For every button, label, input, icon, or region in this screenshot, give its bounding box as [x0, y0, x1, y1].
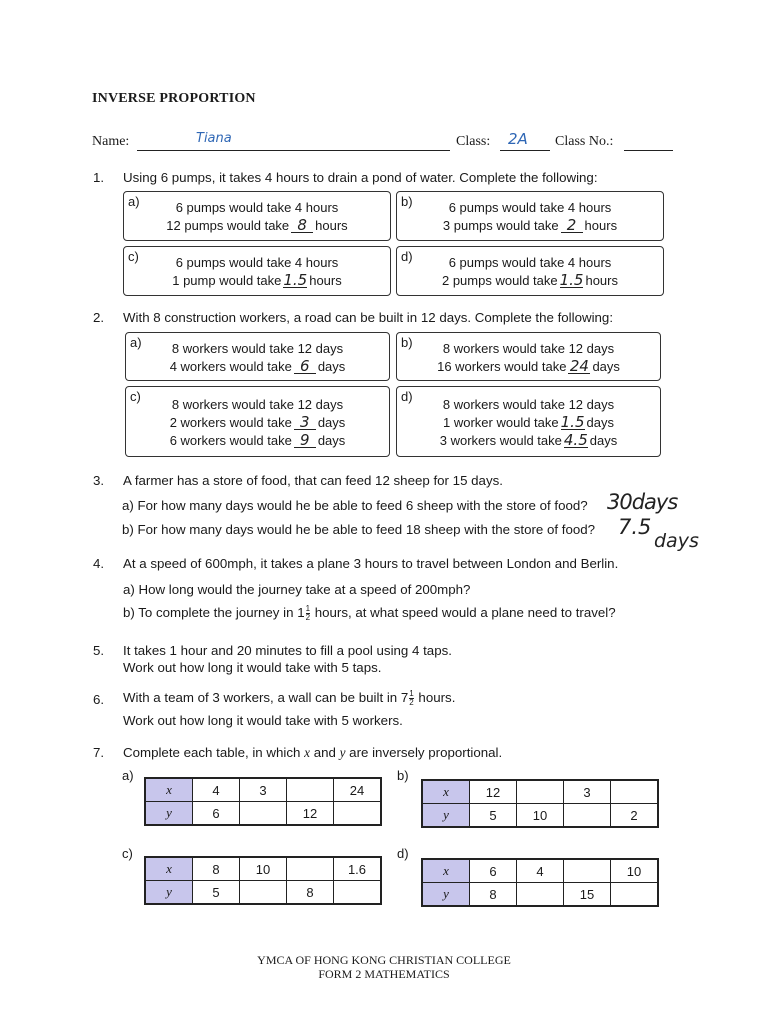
q1-part-a: [123, 191, 391, 241]
table-cell[interactable]: 15: [564, 883, 611, 907]
q1d-line1: 6 pumps would take 4 hours: [448, 255, 612, 270]
q6-line2: Work out how long it would take with 5 workers.: [123, 713, 403, 728]
table-cell[interactable]: [334, 802, 382, 826]
q3b-answer-value[interactable]: 7.5: [618, 515, 652, 539]
q2a-pre: 4 workers would take: [169, 359, 292, 374]
q2d-post3: days: [589, 433, 618, 448]
q7d-label: d): [397, 846, 409, 861]
table-cell[interactable]: 8: [193, 857, 240, 881]
table-cell[interactable]: 6: [470, 859, 517, 883]
q7c-label: c): [122, 846, 133, 861]
table-row: [145, 857, 381, 881]
table-row: [145, 778, 381, 802]
q2c-line2: [126, 415, 389, 430]
table-cell[interactable]: 12: [287, 802, 334, 826]
name-field[interactable]: [137, 136, 450, 151]
q2a-label: a): [130, 335, 142, 350]
table-row: [145, 802, 381, 826]
q4b-pre: b) To complete the journey in 1: [123, 605, 305, 621]
table-cell[interactable]: 10: [517, 804, 564, 828]
q4b-fraction-den: 2: [305, 613, 311, 622]
footer-subject: FORM 2 MATHEMATICS: [318, 967, 450, 981]
q3a-answer[interactable]: 30days: [607, 490, 678, 514]
q6-number: 6.: [93, 692, 105, 707]
q2c-answer2[interactable]: 3: [294, 415, 316, 430]
table-cell[interactable]: 4: [517, 859, 564, 883]
q1d-line2: [397, 273, 663, 288]
q1-number: 1.: [93, 170, 105, 185]
q2c-post3: days: [317, 433, 346, 448]
q6-fraction: [409, 690, 413, 707]
q2c-pre3: 6 workers would take: [169, 433, 292, 448]
q7c-table: [144, 856, 382, 905]
q1a-line1: 6 pumps would take 4 hours: [175, 200, 339, 215]
q7b-x-header: x: [422, 780, 470, 804]
q6-fraction-den: 2: [409, 698, 414, 707]
table-cell[interactable]: 5: [193, 881, 240, 905]
q2a-line1: 8 workers would take 12 days: [171, 341, 344, 356]
q7b-y-header: y: [422, 804, 470, 828]
q3a-text: a) For how many days would he be able to feed 6 sheep with the store of food?: [122, 498, 588, 513]
q3-text: A farmer has a store of food, that can feed 12 sheep for 15 days.: [123, 473, 503, 488]
q2d-label: d): [401, 389, 413, 404]
table-row: [422, 804, 658, 828]
q1c-line2: [124, 273, 390, 288]
q6-post: hours.: [414, 690, 456, 706]
q7-number: 7.: [93, 745, 105, 760]
q1-part-c: [123, 246, 391, 296]
q1a-line2: [124, 218, 390, 233]
q7a-x-header: x: [145, 778, 193, 802]
q1d-post: hours: [585, 273, 618, 288]
q4a-text: a) How long would the journey take at a speed of 200mph?: [123, 582, 471, 597]
q2d-line1: 8 workers would take 12 days: [442, 397, 615, 412]
q7d-x-header: x: [422, 859, 470, 883]
table-cell[interactable]: 8: [287, 881, 334, 905]
table-cell[interactable]: 5: [470, 804, 517, 828]
q7a-label: a): [122, 768, 134, 783]
q4b-text: [123, 605, 616, 622]
q2c-line1: 8 workers would take 12 days: [171, 397, 344, 412]
q2d-answer3[interactable]: 4.5: [563, 431, 588, 449]
q3-number: 3.: [93, 473, 105, 488]
q4b-post: hours, at what speed would a plane need to travel?: [311, 605, 616, 621]
q7-text: [123, 745, 502, 761]
q1-part-d: [396, 246, 664, 296]
q3b-text: b) For how many days would he be able to feed 18 sheep with the store of food?: [122, 522, 596, 537]
table-row: [422, 780, 658, 804]
q6-pre: With a team of 3 workers, a wall can be built in 7: [123, 690, 409, 706]
q7d-table: [421, 858, 659, 907]
q2b-line2: [397, 359, 660, 374]
table-cell[interactable]: [334, 881, 382, 905]
q1c-answer[interactable]: 1.5: [283, 271, 308, 289]
q2d-post2: days: [586, 415, 614, 430]
q3b-answer-unit: days: [654, 530, 699, 552]
q4b-fraction-num: 1: [305, 604, 311, 613]
q2b-label: b): [401, 335, 413, 350]
q1d-label: d): [401, 249, 413, 264]
q2c-answer3[interactable]: 9: [294, 433, 316, 448]
q2c-post2: days: [317, 415, 346, 430]
table-cell[interactable]: 24: [334, 778, 382, 802]
table-cell[interactable]: [287, 778, 334, 802]
table-cell[interactable]: 6: [193, 802, 240, 826]
table-row: [145, 881, 381, 905]
class-no-field[interactable]: [624, 136, 673, 151]
q1b-label: b): [401, 194, 413, 209]
q7c-x-header: x: [145, 857, 193, 881]
table-cell[interactable]: [564, 804, 611, 828]
q2d-line2: [397, 415, 660, 430]
table-cell[interactable]: [517, 780, 564, 804]
table-cell[interactable]: 10: [240, 857, 287, 881]
table-cell[interactable]: [240, 881, 287, 905]
q2c-line3: [126, 433, 389, 448]
q5-number: 5.: [93, 643, 105, 658]
q2d-line3: [397, 433, 660, 448]
q6-line1: [123, 690, 455, 707]
worksheet-title: INVERSE PROPORTION: [92, 91, 256, 106]
q2c-label: c): [130, 389, 141, 404]
q1b-line1: 6 pumps would take 4 hours: [448, 200, 612, 215]
q1b-post: hours: [584, 218, 618, 233]
q1c-line1: 6 pumps would take 4 hours: [175, 255, 339, 270]
q7-var-y: y: [339, 745, 346, 760]
table-cell[interactable]: 4: [193, 778, 240, 802]
q1-part-b: [396, 191, 664, 241]
q2d-pre2: 1 worker would take: [443, 415, 559, 430]
q1b-pre: 3 pumps would take: [442, 218, 559, 233]
class-label: Class:: [456, 134, 491, 149]
name-value: Tiana: [196, 131, 232, 146]
q7d-y-header: y: [422, 883, 470, 907]
q7-var-x: x: [304, 745, 310, 760]
q2b-pre: 16 workers would take: [437, 359, 567, 374]
q7-text-post: are inversely proportional.: [345, 745, 503, 760]
q2d-pre3: 3 workers would take: [439, 433, 562, 448]
q2-number: 2.: [93, 310, 105, 325]
q2-part-c: [125, 386, 390, 457]
table-cell[interactable]: [611, 883, 659, 907]
q7b-table: [421, 779, 659, 828]
table-cell[interactable]: [517, 883, 564, 907]
q1a-post: hours: [315, 218, 348, 233]
q2a-line2: [126, 359, 389, 374]
q7a-table: [144, 777, 382, 826]
q2c-pre2: 2 workers would take: [169, 415, 292, 430]
q2b-post: days: [592, 359, 620, 374]
table-row: [422, 883, 658, 907]
q4-number: 4.: [93, 556, 105, 571]
q2d-answer2[interactable]: 1.5: [560, 413, 585, 431]
table-cell[interactable]: 10: [611, 859, 659, 883]
class-value: 2A: [508, 130, 528, 148]
q1d-answer[interactable]: 1.5: [559, 271, 584, 289]
q4-text: At a speed of 600mph, it takes a plane 3 hours to travel between London and Berlin.: [123, 556, 619, 571]
table-cell[interactable]: [240, 802, 287, 826]
q2a-answer[interactable]: 6: [294, 359, 316, 374]
q1c-label: c): [128, 249, 139, 264]
q4b-fraction: [306, 605, 310, 622]
q5-line2: Work out how long it would take with 5 taps.: [123, 660, 382, 675]
q7c-y-header: y: [145, 881, 193, 905]
class-no-label: Class No.:: [555, 134, 614, 149]
table-cell[interactable]: 8: [470, 883, 517, 907]
q1a-label: a): [128, 194, 140, 209]
q1c-post: hours: [309, 273, 342, 288]
q2-part-a: [125, 332, 390, 381]
table-cell[interactable]: 2: [611, 804, 659, 828]
q2a-post: days: [317, 359, 346, 374]
table-cell[interactable]: 3: [240, 778, 287, 802]
q7a-y-header: y: [145, 802, 193, 826]
q2-text: With 8 construction workers, a road can be built in 12 days. Complete the following:: [123, 310, 614, 325]
q7b-label: b): [397, 768, 409, 783]
footer-school: YMCA OF HONG KONG CHRISTIAN COLLEGE: [257, 953, 511, 967]
q1a-pre: 12 pumps would take: [166, 218, 290, 233]
q5-line1: It takes 1 hour and 20 minutes to fill a pool using 4 taps.: [123, 643, 452, 658]
table-row: [422, 859, 658, 883]
q2-part-d: [396, 386, 661, 457]
q7-text-pre: Complete each table, in which: [123, 745, 305, 760]
q6-fraction-num: 1: [409, 689, 414, 698]
q1b-answer[interactable]: 2: [561, 218, 583, 233]
table-cell[interactable]: [564, 859, 611, 883]
q1d-pre: 2 pumps would take: [441, 273, 558, 288]
table-cell[interactable]: 3: [564, 780, 611, 804]
name-label: Name:: [92, 134, 130, 149]
table-cell[interactable]: [287, 857, 334, 881]
table-cell[interactable]: 12: [470, 780, 517, 804]
q1a-answer[interactable]: 8: [291, 218, 313, 233]
q2b-answer[interactable]: 24: [569, 357, 589, 375]
q1b-line2: [397, 218, 663, 233]
q1c-pre: 1 pump would take: [172, 273, 282, 288]
q2b-line1: 8 workers would take 12 days: [442, 341, 615, 356]
table-cell[interactable]: [611, 780, 659, 804]
table-cell[interactable]: 1.6: [334, 857, 382, 881]
q7-text-mid: and: [310, 745, 340, 760]
q2-part-b: [396, 332, 661, 381]
q1-text: Using 6 pumps, it takes 4 hours to drain a pond of water. Complete the following:: [123, 170, 598, 185]
